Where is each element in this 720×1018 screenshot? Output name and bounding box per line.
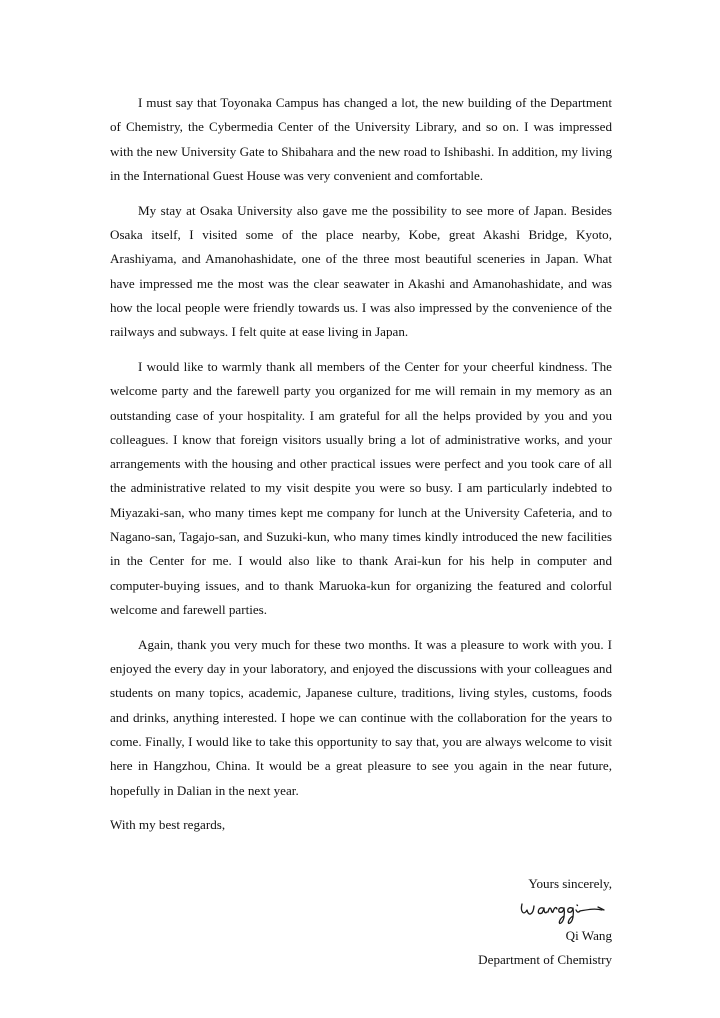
- paragraph-thanks: I would like to warmly thank all members of the Center for your cheerful kindness. The welcome party and the farewell party you organized for me will remain in my memory as an outstanding case of your hospitality. I am grateful for all the helps provided by you and you colleagues. I know that foreign visitors usually bring a lot of administrative works, and your arrangements with the housing and other practical issues were perfect and you took care of all the administrative related to my visit despite you were so busy. I am particularly indebted to Miyazaki-san, who many times kept me company for lunch at the University Cafeteria, and to Nagano-san, Tagajo-san, and Suzuki-kun, who many times kindly introduced the new facilities in the Center for me. I would also like to thank Arai-kun for his help in computer and computer-buying issues, and to thank Maruoka-kun for organizing the featured and colorful welcome and farewell parties.: [110, 358, 612, 617]
- author-department: Department of Chemistry: [478, 952, 612, 968]
- signoff: Yours sincerely,: [528, 875, 612, 891]
- paragraph-campus: I must say that Toyonaka Campus has changed a lot, the new building of the Department of Chemistry, the Cybermedia Center of the University Library, and so on. I was impressed with the new University Gate to Shibahara and the new road to Ishibashi. In addition, my living in the International Guest House was very convenient and comfortable.: [110, 95, 612, 183]
- letter-page: [110, 91, 612, 973]
- paragraph-farewell: Again, thank you very much for these two months. It was a pleasure to work with you. I enjoyed the every day in your laboratory, and enjoyed the discussions with your colleagues and students on many topics, academic, Japanese culture, traditions, living styles, customs, foods and drinks, anything interested. I hope we can continue with the collaboration for the years to come. Finally, I would like to take this opportunity to say that, you are always welcome to visit here in Hangzhou, China. It would be a great pleasure to see you again in the near future, hopefully in Dalian in the next year.: [110, 636, 612, 798]
- author-name: Qi Wang: [565, 927, 612, 943]
- paragraph-travel: My stay at Osaka University also gave me the possibility to see more of Japan. Besides Osaka itself, I visited some of the place nearby, Kobe, great Akashi Bridge, Kyoto, Arashiyama, and Amanohashidate, one of the three most beautiful sceneries in Japan. What have impressed me the most was the clear seawater in Akashi and Amanohashidate, and was how the local people were friendly towards us. I was also impressed by the convenience of the railways and subways. I felt quite at ease living in Japan.: [110, 202, 612, 340]
- closing-line: With my best regards,: [110, 817, 226, 833]
